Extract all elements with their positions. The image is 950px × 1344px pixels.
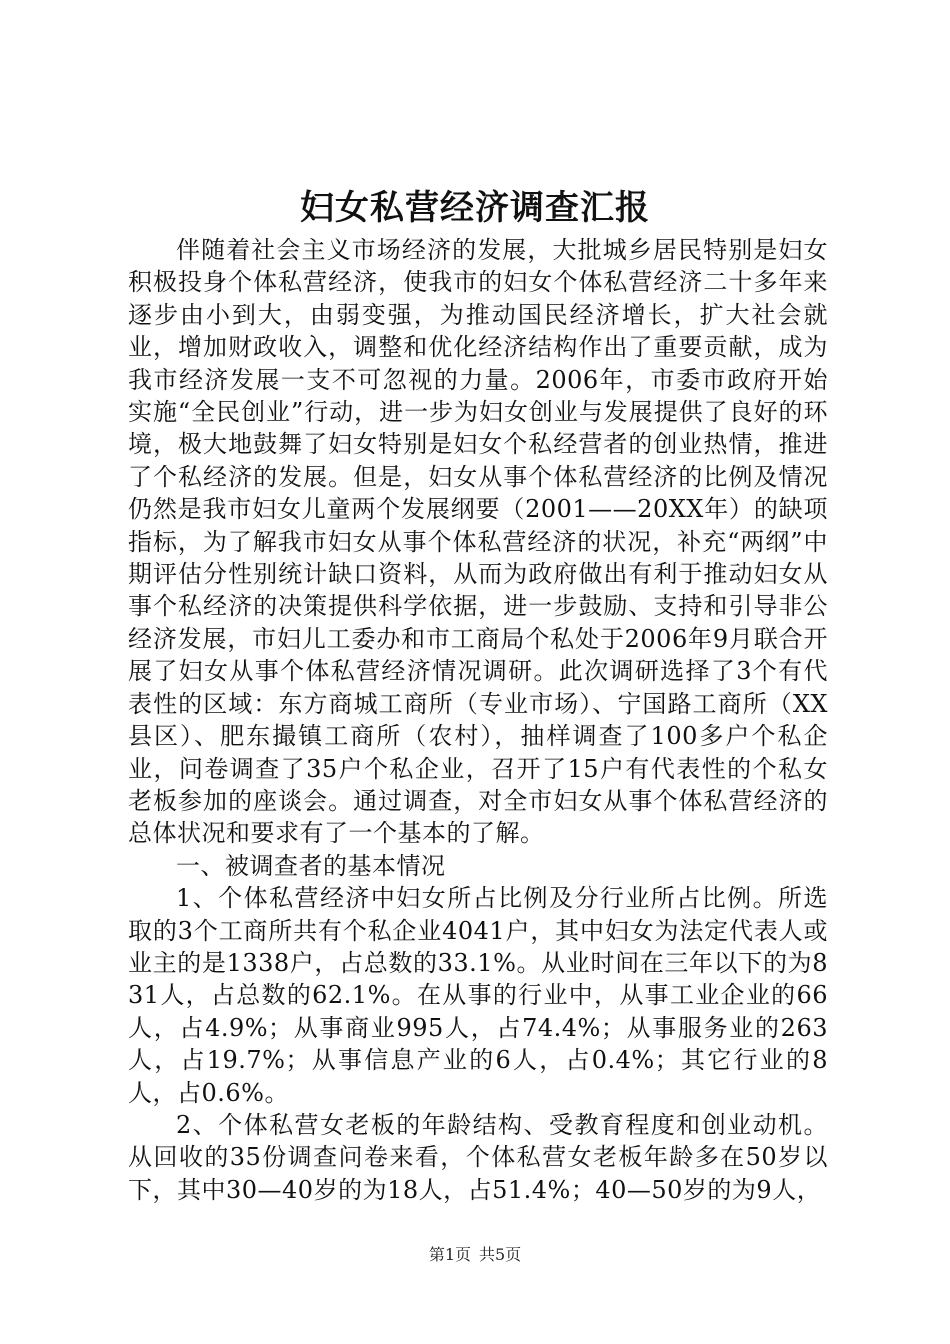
body-paragraph: 2、个体私营女老板的年龄结构、受教育程度和创业动机。从回收的35份调查问卷来看，个体私营女老板年龄多在50岁以下，其中30—40岁的为18人，占51.4%；40—50岁的为9人，: [128, 1110, 828, 1204]
intro-paragraph: 伴随着社会主义市场经济的发展，大批城乡居民特别是妇女积极投身个体私营经济，使我市的妇女个体私营经济二十多年来逐步由小到大，由弱变强，为推动国民经济增长，扩大社会就业，增加财政收入，调整和优化经济结构作出了重要贡献，成为我市经济发展一支不可忽视的力量。2006年，市委市政府开始实施“全民创业”行动，进一步为妇女创业与发展提供了良好的环境，极大地鼓舞了妇女特别是妇女个私经营者的创业热情，推进了个私经济的发展。但是，妇女从事个体私营经济的比例及情况仍然是我市妇女儿童两个发展纲要（2001——20XX年）的缺项指标，为了解我市妇女从事个体私营经济的状况，补充“两纲”中期评估分性别统计缺口资料，从而为政府做出有利于推动妇女从事个私经济的决策提供科学依据，进一步鼓励、支持和引导非公经济发展，市妇儿工委办和市工商局个私处于2006年9月联合开展了妇女从事个体私营经济情况调研。此次调研选择了3个有代表性的区域：东方商城工商所（专业市场）、宁国路工商所（XX县区）、肥东撮镇工商所（农村），抽样调查了100多户个私企业，问卷调查了35户个私企业，召开了15户有代表性的个私女老板参加的座谈会。通过调查，对全市妇女从事个体私营经济的总体状况和要求有了一个基本的了解。: [128, 236, 828, 848]
page-total: 共5页: [479, 1245, 522, 1264]
document-body: [128, 234, 828, 1206]
section-heading: 一、被调查者的基本情况: [176, 851, 446, 880]
page-number: 第1页: [428, 1245, 471, 1264]
page-footer: [0, 1244, 950, 1266]
document-title: 妇女私营经济调查汇报: [300, 188, 650, 228]
body-paragraph: 1、个体私营经济中妇女所占比例及分行业所占比例。所选取的3个工商所共有个私企业4041户，其中妇女为法定代表人或业主的是1338户，占总数的33.1%。从业时间在三年以下的为831人，占总数的62.1%。在从事的行业中，从事工业企业的66人，占4.9%；从事商业995人，占74.4%；从事服务业的263人，占19.7%；从事信息产业的6人，占0.4%；其它行业的8人，占0.6%。: [128, 884, 828, 1107]
